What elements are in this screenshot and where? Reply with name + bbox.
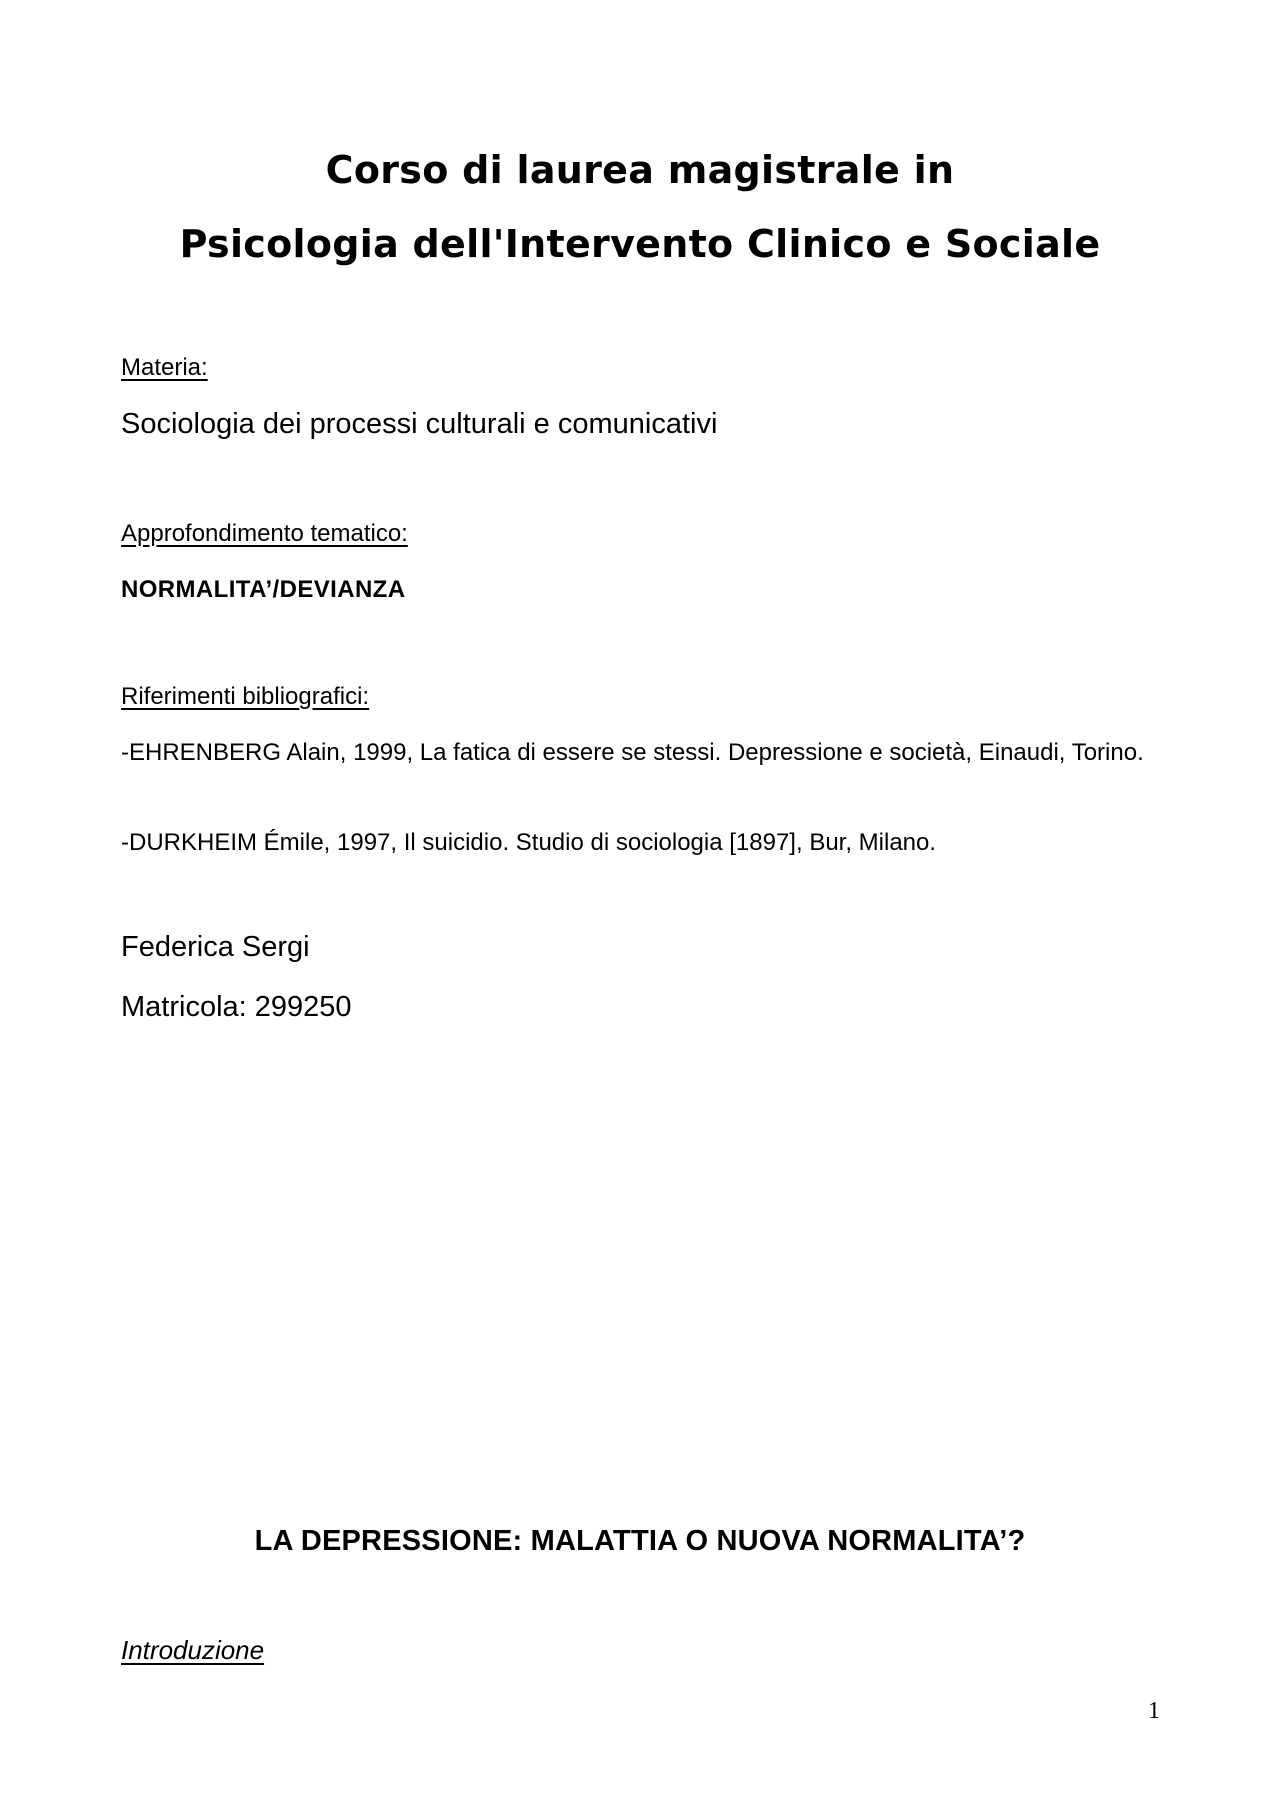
materia-value: Sociologia dei processi culturali e comunicativi xyxy=(121,408,718,440)
section-title: LA DEPRESSIONE: MALATTIA O NUOVA NORMALITA’? xyxy=(254,1525,1026,1557)
course-title-line-1: Corso di laurea magistrale in xyxy=(325,148,955,192)
reference-item: -DURKHEIM Émile, 1997, Il suicidio. Studio di sociologia [1897], Bur, Milano. xyxy=(121,829,937,856)
author-name: Federica Sergi xyxy=(121,931,310,963)
section-subheading: Introduzione xyxy=(121,1635,265,1665)
reference-item: -EHRENBERG Alain, 1999, La fatica di essere se stessi. Depressione e società, Einaudi, Torino. xyxy=(121,739,1144,766)
materia-label: Materia: xyxy=(121,354,208,381)
approfondimento-value: NORMALITA’/DEVIANZA xyxy=(121,576,406,603)
course-title-line-2: Psicologia dell'Intervento Clinico e Sociale xyxy=(179,222,1101,266)
student-id: Matricola: 299250 xyxy=(121,991,352,1023)
riferimenti-label: Riferimenti bibliografici: xyxy=(121,683,370,710)
approfondimento-label: Approfondimento tematico: xyxy=(121,520,408,547)
page-number: 1 xyxy=(1148,1698,1160,1724)
